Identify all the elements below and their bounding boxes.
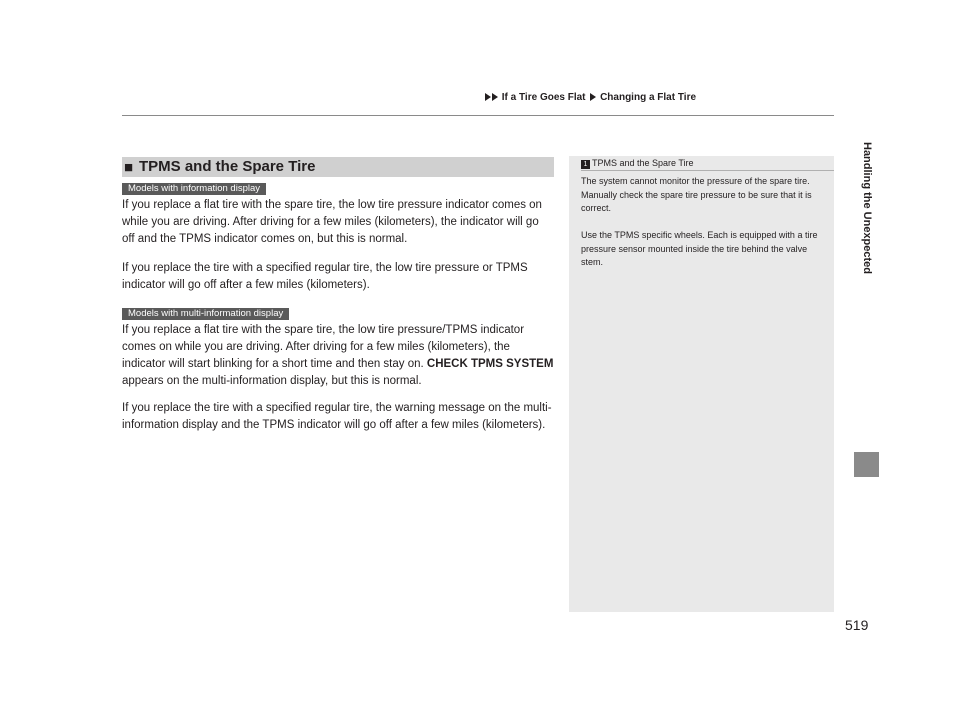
breadcrumb (485, 92, 696, 103)
section-marker-icon: ■ (124, 159, 134, 176)
section-heading (122, 157, 554, 177)
section-title: TPMS and the Spare Tire (139, 158, 316, 175)
model-badge-multi-information-display: Models with multi-information display (122, 308, 289, 320)
side-note-panel (569, 156, 834, 612)
body-paragraph (122, 322, 554, 390)
breadcrumb-arrow-icon (590, 93, 596, 101)
message-name: CHECK TPMS SYSTEM (426, 358, 554, 370)
chapter-tab-label: Handling the Unexpected (861, 142, 873, 275)
model-badge-information-display: Models with information display (122, 183, 266, 195)
chapter-tab[interactable] (857, 142, 879, 472)
note-paragraph: Use the TPMS specific wheels. Each is equipped with a tire pressure sensor mounted inside the tire behind the valve stem. (581, 230, 818, 267)
note-title-text: TPMS and the Spare Tire (592, 158, 694, 168)
breadcrumb-item-flat-tire[interactable]: If a Tire Goes Flat (501, 92, 586, 103)
note-marker-icon: 1 (581, 160, 590, 169)
chapter-tab-marker (854, 452, 879, 477)
body-paragraph: If you replace a flat tire with the spare tire, the low tire pressure indicator comes on while you are driving. After driving for a few miles (kilometers), the indicator will go off and the TPMS indicator comes on, but this is normal. (122, 199, 542, 245)
header-divider (122, 115, 834, 116)
breadcrumb-item-changing-tire[interactable]: Changing a Flat Tire (600, 92, 697, 103)
body-paragraph: If you replace the tire with a specified regular tire, the low tire pressure or TPMS indicator will go off after a few miles (kilometers). (122, 262, 528, 291)
paragraph-text: If you replace a flat tire with the spare tire, the low tire pressure/TPMS indicator comes on while you are driving. After driving for a few miles (kilometers), the indicator will start blinking for a short time and then stay on. (122, 324, 525, 370)
breadcrumb-arrow-icon (485, 93, 491, 101)
breadcrumb-arrow-icon (492, 93, 498, 101)
body-paragraph: If you replace the tire with a specified regular tire, the warning message on the multi-information display and the TPMS indicator will go off after a few miles (kilometers). (122, 402, 552, 431)
note-title (581, 158, 694, 169)
page-number: 519 (845, 617, 869, 633)
note-paragraph: The system cannot monitor the pressure of the spare tire. Manually check the spare tire pressure to be sure that it is correct. (581, 176, 812, 213)
paragraph-text: appears on the multi-information display, but this is normal. (122, 375, 422, 387)
note-divider (581, 170, 834, 171)
